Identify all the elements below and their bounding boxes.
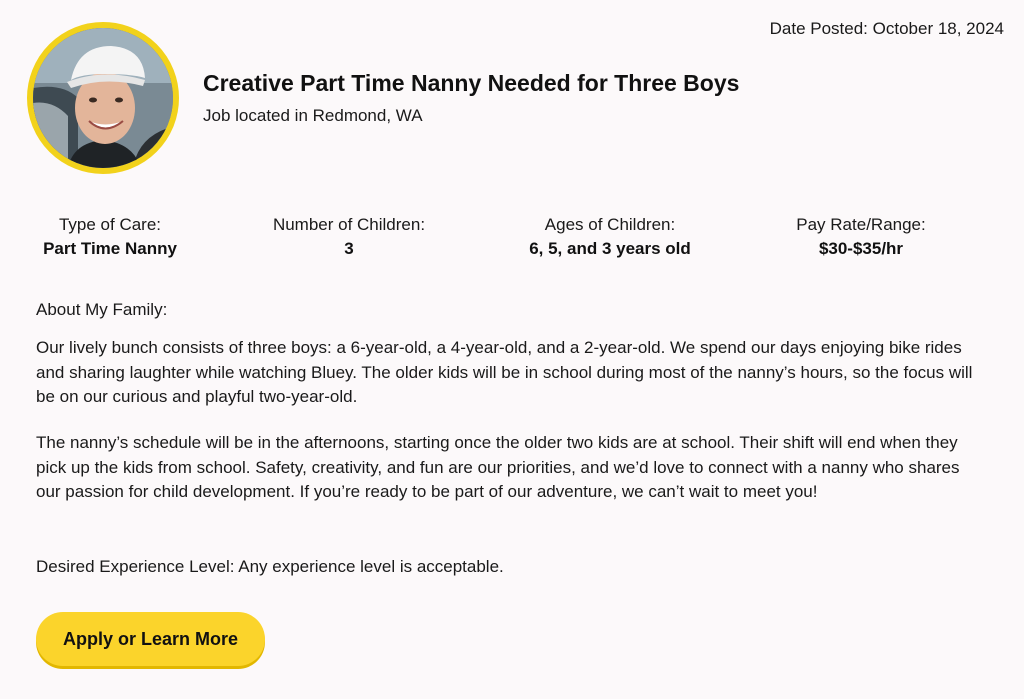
about-paragraph: Our lively bunch consists of three boys: a 6-year-old, a 4-year-old, and a 2-year-old. We spend our days enjoying bike rides and sharing laughter while watching Bluey. The older kids will be in school during most of the nanny’s hours, so the focus will be on our curious and playful two-year-old. xyxy=(36,338,973,406)
avatar xyxy=(27,22,179,174)
job-stats xyxy=(0,214,1024,264)
stat-pay-rate xyxy=(741,214,981,262)
stat-ages-of-children xyxy=(490,214,730,262)
job-location: Job located in Redmond, WA xyxy=(203,106,423,125)
stat-label: Ages of Children: xyxy=(544,215,676,234)
profile-photo xyxy=(33,28,173,168)
about-paragraph: The nanny’s schedule will be in the afternoons, starting once the older two kids are at school. Their shift will end when they pick up the kids from school. Safety, creativity, and fun are our priorities, and we’d love to connect with a nanny who shares our passion for child development. If you’re ready to be part of our adventure, we can’t wait to meet you! xyxy=(36,433,960,501)
stat-label: Type of Care: xyxy=(58,215,162,234)
stat-value: 3 xyxy=(344,239,354,258)
experience-level: Desired Experience Level: Any experience level is acceptable. xyxy=(36,557,504,576)
stat-type-of-care xyxy=(0,214,230,262)
job-title: Creative Part Time Nanny Needed for Three Boys xyxy=(203,70,740,96)
stat-value: 6, 5, and 3 years old xyxy=(529,239,691,258)
stat-label: Pay Rate/Range: xyxy=(796,215,926,234)
about-heading: About My Family: xyxy=(36,300,168,319)
stat-number-of-children xyxy=(229,214,469,262)
stat-value: $30-$35/hr xyxy=(818,239,904,258)
apply-button[interactable]: Apply or Learn More xyxy=(36,612,265,666)
stat-value: Part Time Nanny xyxy=(43,239,177,258)
date-posted: Date Posted: October 18, 2024 xyxy=(769,19,1004,38)
stat-label: Number of Children: xyxy=(272,215,426,234)
